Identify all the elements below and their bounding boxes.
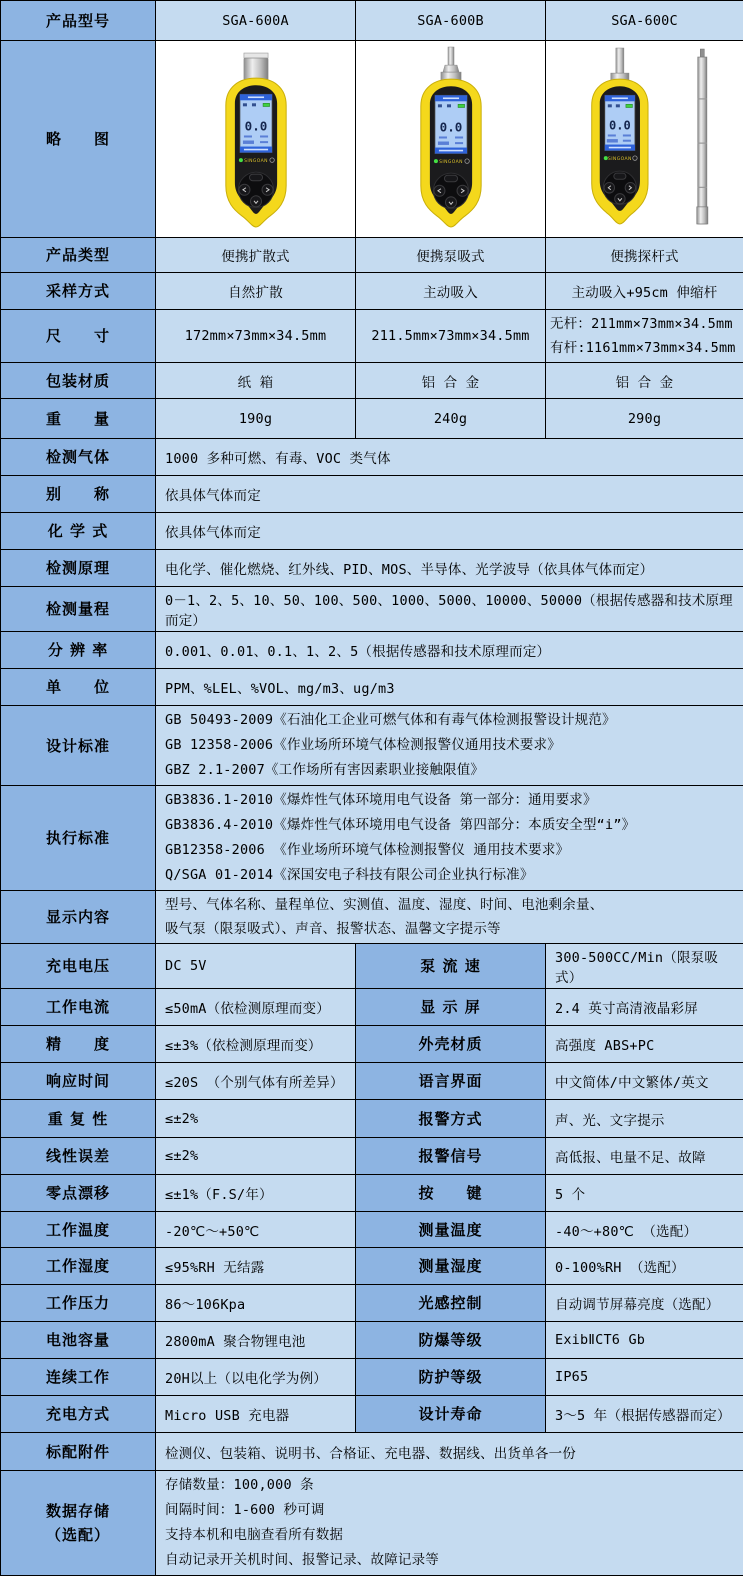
cell-charge-voltage: DC 5V bbox=[156, 944, 356, 989]
fan-icon bbox=[615, 104, 619, 107]
row-label-sketch: 略 图 bbox=[1, 41, 156, 238]
table-row bbox=[1, 310, 743, 363]
cell-measure-temp: -40～+80℃ （选配） bbox=[546, 1212, 743, 1248]
row-label-linearity-error: 线性误差 bbox=[1, 1138, 156, 1175]
row-label-battery-capacity: 电池容量 bbox=[1, 1322, 156, 1359]
row-label-alarm-mode: 报警方式 bbox=[356, 1100, 546, 1138]
row-label-alarm-signal: 报警信号 bbox=[356, 1138, 546, 1175]
cell-packaging-a: 纸 箱 bbox=[156, 363, 356, 399]
cell-buttons: 5 个 bbox=[546, 1175, 743, 1212]
row-label-units: 单 位 bbox=[1, 669, 156, 706]
data-storage-label-line: （选配） bbox=[2, 1523, 154, 1547]
speaker-icon bbox=[437, 104, 441, 107]
row-label-display-screen: 显 示 屏 bbox=[356, 989, 546, 1026]
row-label-working-current: 工作电流 bbox=[1, 989, 156, 1026]
cell-battery-capacity: 2800mA 聚合物锂电池 bbox=[156, 1322, 356, 1359]
standard-line: GB 50493-2009《石油化工企业可燃气体和有毒气体检测报警设计规范》 bbox=[165, 708, 734, 733]
brand-label: SINGOAN bbox=[244, 158, 268, 164]
cell-display-screen: 2.4 英寸高清液晶彩屏 bbox=[546, 989, 743, 1026]
row-label-execution-standards: 执行标准 bbox=[1, 786, 156, 891]
cell-packaging-c: 铝 合 金 bbox=[546, 363, 743, 399]
table-row bbox=[1, 1, 743, 41]
dimensions-c-line: 无杆：211mm×73mm×34.5mm bbox=[550, 312, 739, 336]
row-label-charging-method: 充电方式 bbox=[1, 1396, 156, 1433]
brand-label: SINGOAN bbox=[439, 159, 463, 165]
cell-continuous-work: 20H以上（以电化学为例） bbox=[156, 1359, 356, 1396]
keypad-icon bbox=[433, 173, 468, 208]
cell-product-type-c: 便携探杆式 bbox=[546, 238, 743, 273]
cell-design-standards bbox=[156, 706, 743, 786]
cell-repeatability: ≤±2% bbox=[156, 1100, 356, 1138]
row-label-language-ui: 语言界面 bbox=[356, 1063, 546, 1100]
table-row bbox=[1, 632, 743, 669]
table-row bbox=[1, 399, 743, 439]
cell-zero-drift: ≤±1%（F.S/年） bbox=[156, 1175, 356, 1212]
led-indicator-icon bbox=[433, 159, 437, 163]
model-name-b: SGA-600B bbox=[356, 1, 546, 41]
cell-accessories: 检测仪、包装箱、说明书、合格证、充电器、数据线、出货单各一份 bbox=[156, 1433, 743, 1471]
row-label-display-content: 显示内容 bbox=[1, 891, 156, 944]
cell-alarm-mode: 声、光、文字提示 bbox=[546, 1100, 743, 1138]
cell-pump-flow: 300-500CC/Min（限泵吸式） bbox=[546, 944, 743, 989]
row-label-buttons: 按 键 bbox=[356, 1175, 546, 1212]
table-row bbox=[1, 891, 743, 944]
screen-reading: 0.0 bbox=[608, 118, 630, 132]
table-row bbox=[1, 273, 743, 310]
row-label-continuous-work: 连续工作 bbox=[1, 1359, 156, 1396]
table-row bbox=[1, 1248, 743, 1285]
row-label-charge-voltage: 充电电压 bbox=[1, 944, 156, 989]
cell-dimensions-c bbox=[546, 310, 743, 363]
row-label-pump-flow: 泵 流 速 bbox=[356, 944, 546, 989]
table-row bbox=[1, 786, 743, 891]
table-row bbox=[1, 513, 743, 550]
pump-probe-icon bbox=[440, 47, 460, 81]
cell-weight-b: 240g bbox=[356, 399, 546, 439]
table-row bbox=[1, 550, 743, 587]
device-photo-cell-b bbox=[356, 41, 546, 238]
row-label-measure-temp: 测量温度 bbox=[356, 1212, 546, 1248]
row-label-protection-grade: 防护等级 bbox=[356, 1359, 546, 1396]
row-label-design-standards: 设计标准 bbox=[1, 706, 156, 786]
row-label-target-gas: 检测气体 bbox=[1, 439, 156, 476]
cell-alarm-signal: 高低报、电量不足、故障 bbox=[546, 1138, 743, 1175]
cell-units: PPM、%LEL、%VOL、mg/m3、ug/m3 bbox=[156, 669, 743, 706]
fan-icon bbox=[251, 103, 255, 106]
row-label-dimensions: 尺 寸 bbox=[1, 310, 156, 363]
row-label-accessories: 标配附件 bbox=[1, 1433, 156, 1471]
device-screen bbox=[434, 95, 466, 153]
cell-sampling-a: 自然扩散 bbox=[156, 273, 356, 310]
row-label-product-type: 产品类型 bbox=[1, 238, 156, 273]
table-row bbox=[1, 1322, 743, 1359]
standard-line: GBZ 2.1-2007《工作场所有害因素职业接触限值》 bbox=[165, 758, 734, 783]
cell-weight-a: 190g bbox=[156, 399, 356, 439]
led-indicator-icon bbox=[238, 158, 242, 162]
cell-weight-c: 290g bbox=[546, 399, 743, 439]
standard-line: GB12358-2006 《作业场所环境气体检测报警仪 通用技术要求》 bbox=[165, 838, 734, 863]
cell-detection-range: 0－1、2、5、10、50、100、500、1000、5000、10000、50000（根据传感器和技术原理而定） bbox=[156, 587, 743, 632]
cell-target-gas: 1000 多种可燃、有毒、VOC 类气体 bbox=[156, 439, 743, 476]
model-name-a: SGA-600A bbox=[156, 1, 356, 41]
table-row bbox=[1, 706, 743, 786]
device-photo-sga-600b-icon bbox=[388, 46, 514, 232]
data-storage-line: 支持本机和电脑查看所有数据 bbox=[165, 1523, 734, 1548]
device-screen bbox=[604, 95, 634, 150]
cell-working-current: ≤50mA（依检测原理而变） bbox=[156, 989, 356, 1026]
cell-accuracy: ≤±3%（依检测原理而变） bbox=[156, 1026, 356, 1063]
cell-dimensions-a: 172mm×73mm×34.5mm bbox=[156, 310, 356, 363]
row-label-weight: 重 量 bbox=[1, 399, 156, 439]
table-row bbox=[1, 1285, 743, 1322]
row-label-measure-humidity: 测量湿度 bbox=[356, 1248, 546, 1285]
table-row bbox=[1, 989, 743, 1026]
cell-design-life: 3～5 年（根据传感器而定） bbox=[546, 1396, 743, 1433]
cell-working-humidity: ≤95%RH 无结露 bbox=[156, 1248, 356, 1285]
battery-icon bbox=[458, 104, 465, 107]
table-row bbox=[1, 1471, 743, 1576]
display-content-line: 型号、气体名称、量程单位、实测值、温度、湿度、时间、电池剩余量、 bbox=[165, 893, 734, 917]
row-label-shell-material: 外壳材质 bbox=[356, 1026, 546, 1063]
row-label-repeatability: 重 复 性 bbox=[1, 1100, 156, 1138]
telescopic-rod-icon bbox=[696, 49, 707, 224]
model-name-c: SGA-600C bbox=[546, 1, 743, 41]
row-label-working-temp: 工作温度 bbox=[1, 1212, 156, 1248]
fan-icon bbox=[446, 104, 450, 107]
table-row bbox=[1, 1026, 743, 1063]
cell-working-temp: -20℃～+50℃ bbox=[156, 1212, 356, 1248]
table-row bbox=[1, 439, 743, 476]
row-label-product-model: 产品型号 bbox=[1, 1, 156, 41]
table-row bbox=[1, 363, 743, 399]
table-row bbox=[1, 238, 743, 273]
cell-display-content bbox=[156, 891, 743, 944]
pump-probe-icon bbox=[610, 48, 628, 81]
standard-line: GB 12358-2006《作业场所环境气体检测报警仪通用技术要求》 bbox=[165, 733, 734, 758]
cell-sampling-c: 主动吸入+95cm 伸缩杆 bbox=[546, 273, 743, 310]
table-row bbox=[1, 1100, 743, 1138]
row-label-zero-drift: 零点漂移 bbox=[1, 1175, 156, 1212]
speaker-icon bbox=[607, 104, 611, 107]
keypad-icon bbox=[238, 172, 273, 207]
data-storage-line: 存储数量：100,000 条 bbox=[165, 1473, 734, 1498]
cell-language-ui: 中文简体/中文繁体/英文 bbox=[546, 1063, 743, 1100]
device-photo-sga-600a-icon bbox=[193, 46, 319, 232]
device-photo-sga-600c-icon bbox=[559, 46, 731, 232]
cell-protection-grade: IP65 bbox=[546, 1359, 743, 1396]
cell-light-sensing: 自动调节屏幕亮度（选配） bbox=[546, 1285, 743, 1322]
standard-line: Q/SGA 01-2014《深国安电子科技有限公司企业执行标准》 bbox=[165, 863, 734, 888]
row-label-sampling: 采样方式 bbox=[1, 273, 156, 310]
table-row bbox=[1, 41, 743, 238]
cell-chemical-formula: 依具体气体而定 bbox=[156, 513, 743, 550]
cell-alias: 依具体气体而定 bbox=[156, 476, 743, 513]
table-row bbox=[1, 476, 743, 513]
device-screen bbox=[239, 94, 271, 152]
row-label-working-humidity: 工作湿度 bbox=[1, 1248, 156, 1285]
dimensions-c-line: 有杆:1161mm×73mm×34.5mm bbox=[550, 336, 739, 360]
row-label-design-life: 设计寿命 bbox=[356, 1396, 546, 1433]
display-content-line: 吸气泵（限泵吸式）、声音、报警状态、温馨文字提示等 bbox=[165, 917, 734, 941]
table-row bbox=[1, 1175, 743, 1212]
table-row bbox=[1, 1063, 743, 1100]
cell-charging-method: Micro USB 充电器 bbox=[156, 1396, 356, 1433]
cell-working-pressure: 86～106Kpa bbox=[156, 1285, 356, 1322]
cell-execution-standards bbox=[156, 786, 743, 891]
brand-label: SINGOAN bbox=[607, 156, 631, 162]
standard-line: GB3836.1-2010《爆炸性气体环境用电气设备 第一部分：通用要求》 bbox=[165, 788, 734, 813]
table-row bbox=[1, 587, 743, 632]
row-label-alias: 别 称 bbox=[1, 476, 156, 513]
cell-product-type-a: 便携扩散式 bbox=[156, 238, 356, 273]
table-row bbox=[1, 1433, 743, 1471]
row-label-detection-range: 检测量程 bbox=[1, 587, 156, 632]
device-photo-cell-c bbox=[546, 41, 743, 238]
cell-explosion-proof: ExibⅡCT6 Gb bbox=[546, 1322, 743, 1359]
row-label-detection-principle: 检测原理 bbox=[1, 550, 156, 587]
row-label-response-time: 响应时间 bbox=[1, 1063, 156, 1100]
cell-measure-humidity: 0-100%RH （选配） bbox=[546, 1248, 743, 1285]
table-row bbox=[1, 1138, 743, 1175]
row-label-chemical-formula: 化 学 式 bbox=[1, 513, 156, 550]
cell-resolution: 0.001、0.01、0.1、1、2、5（根据传感器和技术原理而定） bbox=[156, 632, 743, 669]
data-storage-label-line: 数据存储 bbox=[2, 1499, 154, 1523]
cell-shell-material: 高强度 ABS+PC bbox=[546, 1026, 743, 1063]
cell-linearity-error: ≤±2% bbox=[156, 1138, 356, 1175]
cell-sampling-b: 主动吸入 bbox=[356, 273, 546, 310]
cell-packaging-b: 铝 合 金 bbox=[356, 363, 546, 399]
sensor-head-icon bbox=[243, 53, 267, 80]
data-storage-line: 间隔时间：1-600 秒可调 bbox=[165, 1498, 734, 1523]
row-label-packaging: 包装材质 bbox=[1, 363, 156, 399]
cell-detection-principle: 电化学、催化燃烧、红外线、PID、MOS、半导体、光学波导（依具体气体而定） bbox=[156, 550, 743, 587]
row-label-accuracy: 精 度 bbox=[1, 1026, 156, 1063]
battery-icon bbox=[625, 104, 632, 107]
table-row bbox=[1, 669, 743, 706]
cell-response-time: ≤20S （个别气体有所差异） bbox=[156, 1063, 356, 1100]
table-row bbox=[1, 1359, 743, 1396]
cell-dimensions-b: 211.5mm×73mm×34.5mm bbox=[356, 310, 546, 363]
row-label-data-storage bbox=[1, 1471, 156, 1576]
table-row bbox=[1, 944, 743, 989]
row-label-light-sensing: 光感控制 bbox=[356, 1285, 546, 1322]
cell-product-type-b: 便携泵吸式 bbox=[356, 238, 546, 273]
battery-icon bbox=[263, 103, 270, 106]
screen-reading: 0.0 bbox=[244, 118, 267, 133]
row-label-working-pressure: 工作压力 bbox=[1, 1285, 156, 1322]
screen-reading: 0.0 bbox=[439, 119, 462, 134]
standard-line: GB3836.4-2010《爆炸性气体环境用电气设备 第四部分：本质安全型“i”》 bbox=[165, 813, 734, 838]
cell-data-storage bbox=[156, 1471, 743, 1576]
data-storage-line: 自动记录开关机时间、报警记录、故障记录等 bbox=[165, 1548, 734, 1573]
speaker-icon bbox=[242, 103, 246, 106]
row-label-resolution: 分 辨 率 bbox=[1, 632, 156, 669]
row-label-explosion-proof: 防爆等级 bbox=[356, 1322, 546, 1359]
device-photo-cell-a bbox=[156, 41, 356, 238]
keypad-icon bbox=[603, 171, 636, 204]
table-row bbox=[1, 1212, 743, 1248]
table-row bbox=[1, 1396, 743, 1433]
